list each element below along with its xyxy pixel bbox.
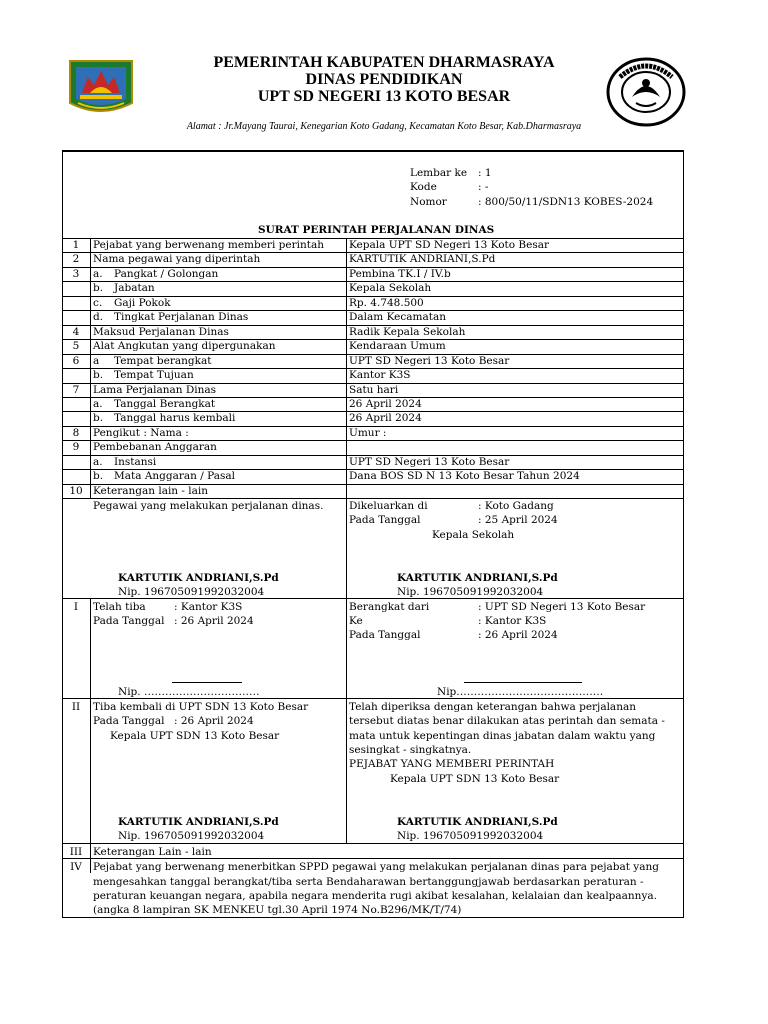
note-line3: peraturan keuangan negara, apabila negara menderita rugi akibat kesalahan, kelalaian dan kealpaannya. — [93, 890, 657, 902]
lembar-value: : 1 — [478, 167, 492, 179]
section-i-nip-left: Nip. …………………………… — [118, 686, 260, 698]
row-label: Instansi — [114, 455, 157, 468]
row-value: Kepala Sekolah — [349, 282, 432, 295]
row-sub-letter: c. — [93, 296, 103, 309]
signatory-name-left: KARTUTIK ANDRIANI,S.Pd — [118, 572, 279, 584]
header-address: Alamat : Jr.Mayang Taurai, Kenegarian Koto Gadang, Kecamatan Koto Besar, Kab.Dharmasraya — [186, 121, 582, 132]
signatory-name-right: KARTUTIK ANDRIANI,S.Pd — [397, 572, 558, 584]
arrive-label: Telah tiba — [93, 601, 146, 613]
depart-date-value: : 26 April 2024 — [478, 629, 558, 641]
row-sub-letter: a. — [93, 397, 103, 410]
row-label: Tempat Tujuan — [114, 369, 194, 382]
row-label: Lama Perjalanan Dinas — [93, 383, 217, 396]
issued-label: Dikeluarkan di — [349, 500, 428, 512]
divider-section-i — [62, 598, 684, 599]
row-value: Umur : — [349, 426, 387, 439]
section-iv-number: IV — [70, 861, 82, 873]
row-value: Satu hari — [349, 383, 399, 396]
depart-value: : UPT SD Negeri 13 Koto Besar — [478, 601, 646, 613]
return-date-value: : 26 April 2024 — [174, 715, 254, 727]
row-number: 6 — [72, 354, 80, 367]
row-sub-letter: b. — [93, 412, 104, 425]
signatory-nip-right: Nip. 196705091992032004 — [397, 586, 544, 598]
number-column-divider — [90, 238, 91, 498]
row-sub-letter: d. — [93, 311, 104, 324]
destination-value: : Kantor K3S — [478, 615, 547, 627]
headmaster-role: Kepala Sekolah — [432, 529, 515, 541]
row-number: 1 — [72, 239, 80, 251]
row-value: Kantor K3S — [349, 369, 411, 382]
check-text-line4: sesingkat - singkatnya. — [349, 744, 472, 756]
row-number: 4 — [72, 325, 80, 338]
nomor-label: Nomor — [410, 196, 447, 208]
header-department: DINAS PENDIDIKAN — [305, 71, 463, 88]
row-label: Jabatan — [114, 282, 155, 295]
divider-section-iii — [62, 843, 684, 844]
row-value: Radik Kepala Sekolah — [349, 325, 466, 338]
check-text-line2: tersebut diatas benar dilakukan atas perintah dan semata - — [349, 715, 665, 727]
signatory-nip-left: Nip. 196705091992032004 — [118, 586, 265, 598]
section-ii-nip-right: Nip. 196705091992032004 — [397, 830, 544, 842]
row-label: Alat Angkutan yang dipergunakan — [93, 340, 276, 353]
row-sub-letter: b. — [93, 369, 104, 382]
row-label: Pangkat / Golongan — [114, 267, 219, 280]
row-sub-letter: a. — [93, 455, 103, 468]
row-sub-letter: a. — [93, 267, 103, 280]
kode-value: : - — [478, 181, 489, 193]
row-number: 7 — [72, 383, 80, 396]
row-number: 9 — [72, 441, 80, 454]
row-sub-letter: b. — [93, 470, 104, 483]
return-text: Tiba kembali di UPT SDN 13 Koto Besar — [93, 701, 309, 713]
row-value: Dalam Kecamatan — [349, 311, 446, 324]
section-i-number: I — [73, 601, 79, 613]
note-line1: Pejabat yang berwenang menerbitkan SPPD pegawai yang melakukan perjalanan dinas para pejabat yang — [93, 861, 659, 873]
signature-line-right — [464, 682, 582, 683]
signature-line-left — [172, 682, 242, 683]
row-value: KARTUTIK ANDRIANI,S.Pd — [349, 253, 496, 266]
row-label: Tanggal Berangkat — [114, 397, 216, 410]
row-value: 26 April 2024 — [349, 412, 422, 425]
official-role: Kepala UPT SDN 13 Koto Besar — [390, 773, 560, 785]
depart-label: Berangkat dari — [349, 601, 430, 613]
note-line4: (angka 8 lampiran SK MENKEU tgl.30 April 1974 No.B296/MK/T/74) — [93, 904, 462, 916]
divider-section-ii — [62, 698, 684, 699]
row-label: Mata Anggaran / Pasal — [114, 470, 235, 483]
row-label: Maksud Perjalanan Dinas — [93, 325, 229, 338]
row-label: Pengikut : Nama : — [93, 426, 189, 439]
row-number: 8 — [72, 426, 80, 439]
kode-label: Kode — [410, 181, 437, 193]
arrive-date-label: Pada Tanggal — [93, 615, 165, 627]
row-value: 26 April 2024 — [349, 397, 422, 410]
arrive-value: : Kantor K3S — [174, 601, 243, 613]
check-text-line3: mata untuk kepentingan dinas jabatan dalam waktu yang — [349, 730, 656, 742]
traveler-statement: Pegawai yang melakukan perjalanan dinas. — [93, 500, 324, 512]
row-label: Tingkat Perjalanan Dinas — [114, 311, 249, 324]
section-ii-name-right: KARTUTIK ANDRIANI,S.Pd — [397, 816, 558, 828]
destination-label: Ke — [349, 615, 363, 627]
row-number: 5 — [72, 340, 80, 353]
row-sub-letter: b. — [93, 282, 104, 295]
row-divider — [62, 498, 684, 499]
section-ii-nip-left: Nip. 196705091992032004 — [118, 830, 265, 842]
table-top-border — [62, 238, 684, 239]
document-title: SURAT PERINTAH PERJALANAN DINAS — [258, 224, 495, 236]
row-label: Pembebanan Anggaran — [93, 441, 217, 454]
section-ii-number: II — [71, 701, 81, 713]
header-government: PEMERINTAH KABUPATEN DHARMASRAYA — [213, 54, 555, 71]
row-value: UPT SD Negeri 13 Koto Besar — [349, 354, 510, 367]
row-value: Rp. 4.748.500 — [349, 296, 424, 309]
row-value: Dana BOS SD N 13 Koto Besar Tahun 2024 — [349, 470, 580, 483]
issued-date-label: Pada Tanggal — [349, 514, 421, 526]
row-label: Pejabat yang berwenang memberi perintah — [93, 239, 324, 251]
depart-date-label: Pada Tanggal — [349, 629, 421, 641]
check-text-line1: Telah diperiksa dengan keterangan bahwa perjalanan — [349, 701, 636, 713]
section-number-divider — [90, 598, 91, 873]
lembar-label: Lembar ke — [410, 167, 468, 179]
row-label: Tanggal harus kembali — [114, 412, 236, 425]
row-number: 2 — [72, 253, 80, 266]
section-ii-name-left: KARTUTIK ANDRIANI,S.Pd — [118, 816, 279, 828]
row-value: Kepala UPT SD Negeri 13 Koto Besar — [349, 239, 550, 251]
section-iii-text: Keterangan Lain - lain — [93, 846, 212, 858]
section-iii-number: III — [69, 846, 83, 858]
row-label: Keterangan lain - lain — [93, 484, 209, 497]
row-label: Nama pegawai yang diperintah — [93, 253, 261, 266]
value-column-divider — [346, 238, 347, 843]
return-date-label: Pada Tanggal — [93, 715, 165, 727]
row-label: Gaji Pokok — [114, 296, 171, 309]
section-i-nip-right: Nip…………………………………… — [437, 686, 604, 698]
row-value: Pembina TK.I / IV.b — [349, 267, 451, 280]
row-value: UPT SD Negeri 13 Koto Besar — [349, 455, 510, 468]
row-number: 10 — [69, 484, 83, 497]
arrive-date-value: : 26 April 2024 — [174, 615, 254, 627]
note-line2: mengesahkan tanggal berangkat/tiba serta Bendaharawan bertanggungjawab berdasarkan peraturan - — [93, 876, 644, 888]
row-sub-letter: a — [93, 354, 100, 367]
row-number: 3 — [72, 267, 80, 280]
return-role: Kepala UPT SDN 13 Koto Besar — [110, 730, 280, 742]
row-label: Tempat berangkat — [114, 354, 212, 367]
official-title: PEJABAT YANG MEMBERI PERINTAH — [349, 758, 555, 770]
issued-date-value: : 25 April 2024 — [478, 514, 558, 526]
row-value: Kendaraan Umum — [349, 340, 446, 353]
divider-section-iv — [62, 858, 684, 859]
issued-value: : Koto Gadang — [478, 500, 554, 512]
nomor-value: : 800/50/11/SDN13 KOBES-2024 — [478, 196, 654, 208]
header-school: UPT SD NEGERI 13 KOTO BESAR — [257, 88, 511, 105]
